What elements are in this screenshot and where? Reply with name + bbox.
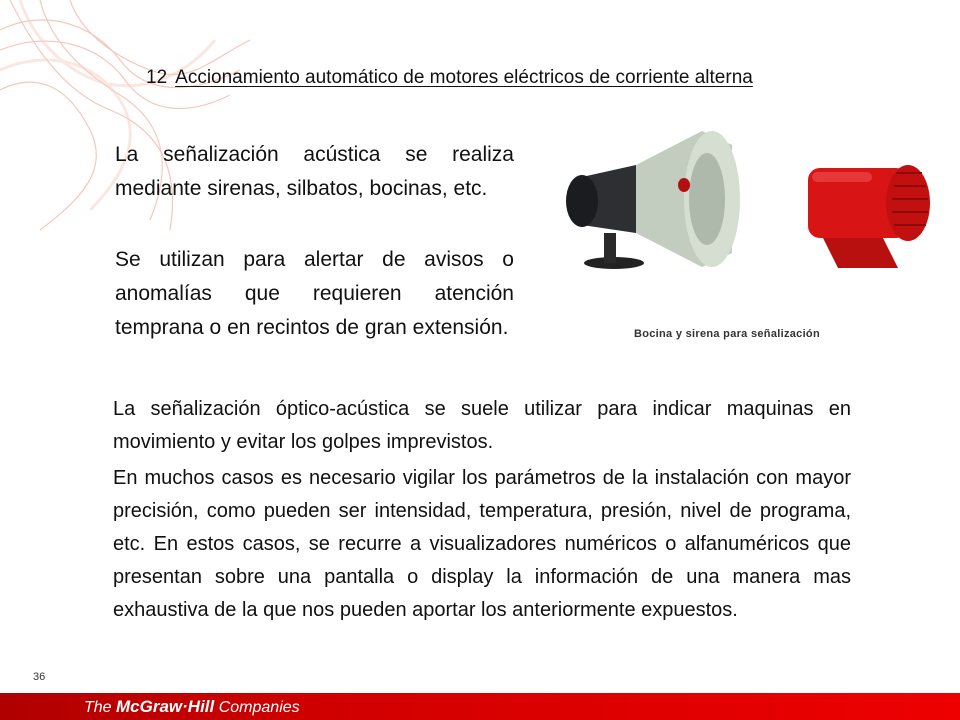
page-number: 36 <box>33 671 46 683</box>
chapter-title: Accionamiento automático de motores eléctricos de corriente alterna <box>175 67 753 88</box>
brand-logo: The McGraw·Hill Companies <box>84 697 300 716</box>
slide-title <box>146 67 753 89</box>
paragraph-displays: En muchos casos es necesario vigilar los parámetros de la instalación con mayor precisión, como pueden ser intensidad, temperatura, presión, nivel de programa, etc. En estos casos, se recurre a visualizadores numéricos o alfanuméricos que presentan sobre una pantalla o display la información de una manera mas exhaustiva de la que nos pueden aportar los anteriormente expuestos. <box>113 467 851 621</box>
chapter-number: 12 <box>146 67 168 88</box>
footer-bar <box>0 693 960 720</box>
siren-image <box>798 138 938 278</box>
figure-caption: Bocina y sirena para señalización <box>634 328 820 340</box>
paragraph-acoustic: La señalización acústica se realiza mediante sirenas, silbatos, bocinas, etc. <box>115 143 514 200</box>
paragraph-alerts: Se utilizan para alertar de avisos o anomalías que requieren atención temprana o en recintos de gran extensión. <box>115 248 514 339</box>
paragraph-optic-acoustic: La señalización óptico-acústica se suele utilizar para indicar maquinas en movimiento y evitar los golpes imprevistos. <box>113 398 851 453</box>
horn-image <box>552 125 742 275</box>
